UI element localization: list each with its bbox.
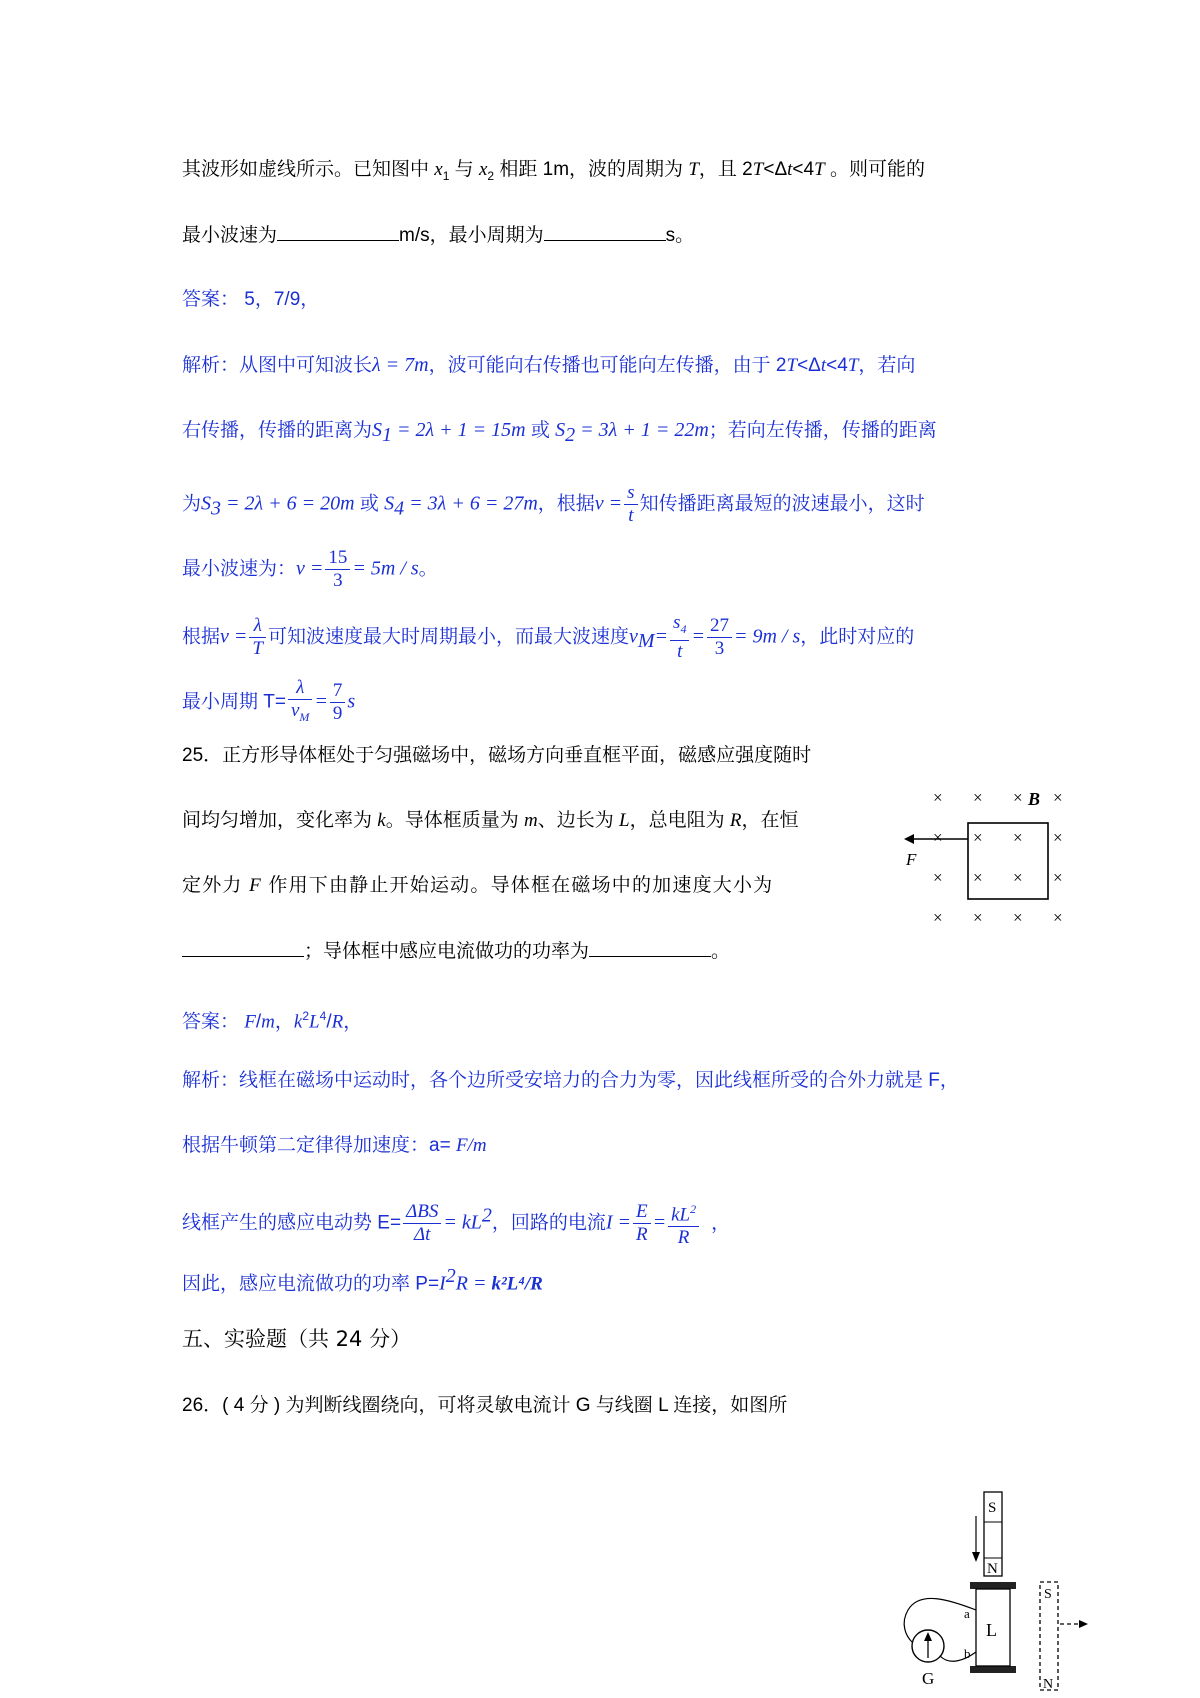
answer-blank-4[interactable] xyxy=(589,938,711,957)
q24-analysis-1: 解析：从图中可知波长λ = 7m，波可能向右传播也可能向左传播，由于 2T<Δt<4T，若向 xyxy=(182,354,916,376)
q25-line-4: ；导体框中感应电流做功的功率为 。 xyxy=(182,938,730,965)
fraction: $\frac{7}{9}$ xyxy=(330,680,346,725)
cross-mark: × xyxy=(933,868,943,887)
fraction: $\frac{15}{3}$ xyxy=(325,547,350,592)
dashed-pole-N: N xyxy=(1043,1677,1054,1692)
fraction: $\frac{E}{R}$ xyxy=(633,1201,651,1246)
fraction: $\frac{s_4}{t}$ xyxy=(670,612,689,663)
fraction: $\frac{27}{3}$ xyxy=(707,615,732,660)
cross-mark: × xyxy=(1013,908,1023,927)
q26-line-1: 26．( 4 分 ) 为判断线圈绕向，可将灵敏电流计 G 与线圈 L 连接，如图所 xyxy=(182,1395,788,1416)
dashed-pole-S: S xyxy=(1044,1587,1052,1602)
terminal-a: a xyxy=(964,1606,970,1621)
down-arrow-head xyxy=(972,1552,980,1562)
fraction: $\frac{\lambda}{T}$ xyxy=(249,615,266,660)
galvanometer-label-G: G xyxy=(922,1669,935,1688)
magnetic-field-figure xyxy=(900,785,1100,945)
coil-label-L: L xyxy=(986,1620,997,1640)
fraction: $\frac{\text{ΔBS}}{\Delta t}$ xyxy=(403,1201,441,1246)
cross-mark: × xyxy=(1053,868,1063,887)
q24-analysis-6: 最小周期 T= $\frac{\lambda}{v_M}$ = $\frac{7}{9}$ s xyxy=(182,677,355,728)
terminal-b: b xyxy=(964,1646,971,1661)
cross-mark: × xyxy=(933,828,943,847)
q25-line-1: 25．正方形导体框处于匀强磁场中，磁场方向垂直框平面，磁感应强度随时 xyxy=(182,745,812,766)
cross-mark: × xyxy=(973,828,983,847)
cross-mark: × xyxy=(973,788,983,807)
q25-line-3: 定外力 F 作用下由静止开始运动。导体框在磁场中的加速度大小为 xyxy=(182,875,774,896)
cross-mark: × xyxy=(1013,788,1023,807)
q24-line-1: 其波形如虚线所示。已知图中 $x_1$ 与 $x_2$ 相距 1m，波的周期为 T，且 2T<Δt<4T 。则可能的 xyxy=(182,159,925,183)
answer-blank-2[interactable] xyxy=(544,222,666,241)
fraction: $\frac{\lambda}{v_M}$ xyxy=(288,677,312,728)
cross-mark: × xyxy=(933,908,943,927)
answer-blank-1[interactable] xyxy=(277,222,399,241)
coil-bottom-cap xyxy=(970,1666,1016,1673)
q25-analysis-3: 线框产生的感应电动势 E= $\frac{\text{ΔBS}}{\Delta t}$ = $kL^2$，回路的电流I = $\frac{E}{R}$ = $\frac{kL^2}{R}$ ， xyxy=(182,1198,730,1249)
q25-analysis-1: 解析：线框在磁场中运动时，各个边所受安培力的合力为零，因此线框所受的合外力就是 F， xyxy=(182,1070,959,1091)
cross-mark: × xyxy=(933,788,943,807)
answer-blank-3[interactable] xyxy=(182,938,304,957)
q24-analysis-2: 右传播，传播的距离为$S_1 = 2\lambda + 1 = 15m$ 或 $S_2 = 3\lambda + 1 = 22m$；若向左传播，传播的距离 xyxy=(182,419,937,446)
cross-mark: × xyxy=(973,908,983,927)
coil-galvanometer-figure xyxy=(880,1490,1090,1695)
q25-line-2: 间均匀增加，变化率为 k。导体框质量为 m、边长为 L，总电阻为 R，在恒 xyxy=(182,810,799,831)
section-title: 五、实验题（共 24 分） xyxy=(182,1327,412,1351)
field-label-B: B xyxy=(1028,789,1041,809)
fraction: $\frac{kL^2}{R}$ xyxy=(668,1198,699,1249)
cross-mark: × xyxy=(1053,908,1063,927)
coil-top-cap xyxy=(970,1582,1016,1589)
q25-analysis-4: 因此，感应电流做功的功率 $P=I^2R = k^2L^4/R$ xyxy=(182,1265,543,1295)
cross-mark: × xyxy=(1013,868,1023,887)
cross-mark: × xyxy=(1013,828,1023,847)
force-label-F: F xyxy=(906,850,917,869)
magnet-pole-S: S xyxy=(988,1500,997,1516)
force-arrowhead xyxy=(904,834,914,844)
cross-mark: × xyxy=(1053,828,1063,847)
q24-answer: 答案： 5，7/9， xyxy=(182,289,320,310)
cross-mark: × xyxy=(1053,788,1063,807)
magnet-pole-N: N xyxy=(987,1561,998,1577)
q24-analysis-3: 为$S_3 = 2\lambda + 6 = 20m$ 或 $S_4 = 3\lambda + 6 = 27m$，根据v = $\frac{s}{t}$ 知传播距离最短的波速最小，这时 xyxy=(182,482,925,526)
fraction: $\frac{s}{t}$ xyxy=(624,482,637,527)
q24-analysis-5: 根据v = $\frac{\lambda}{T}$ 可知波速度最大时周期最小，而最大波速度$v_M=$ $\frac{s_4}{t}$ = $\frac{27}{3}$ = 9m / s，此时对应的 xyxy=(182,612,915,662)
q24-analysis-4: 最小波速为：v = $\frac{15}{3}$ = 5m / s。 xyxy=(182,547,438,591)
cross-mark: × xyxy=(973,868,983,887)
field-crosses xyxy=(933,788,1063,927)
q24-line-2: 最小波速为 m/s，最小周期为 s。 xyxy=(182,222,694,249)
wire-b xyxy=(940,1652,976,1661)
q25-answer: 答案： F/m，$k^2L^4/R$， xyxy=(182,1009,363,1033)
q25-analysis-2: 根据牛顿第二定律得加速度：a= F/m xyxy=(182,1135,487,1156)
